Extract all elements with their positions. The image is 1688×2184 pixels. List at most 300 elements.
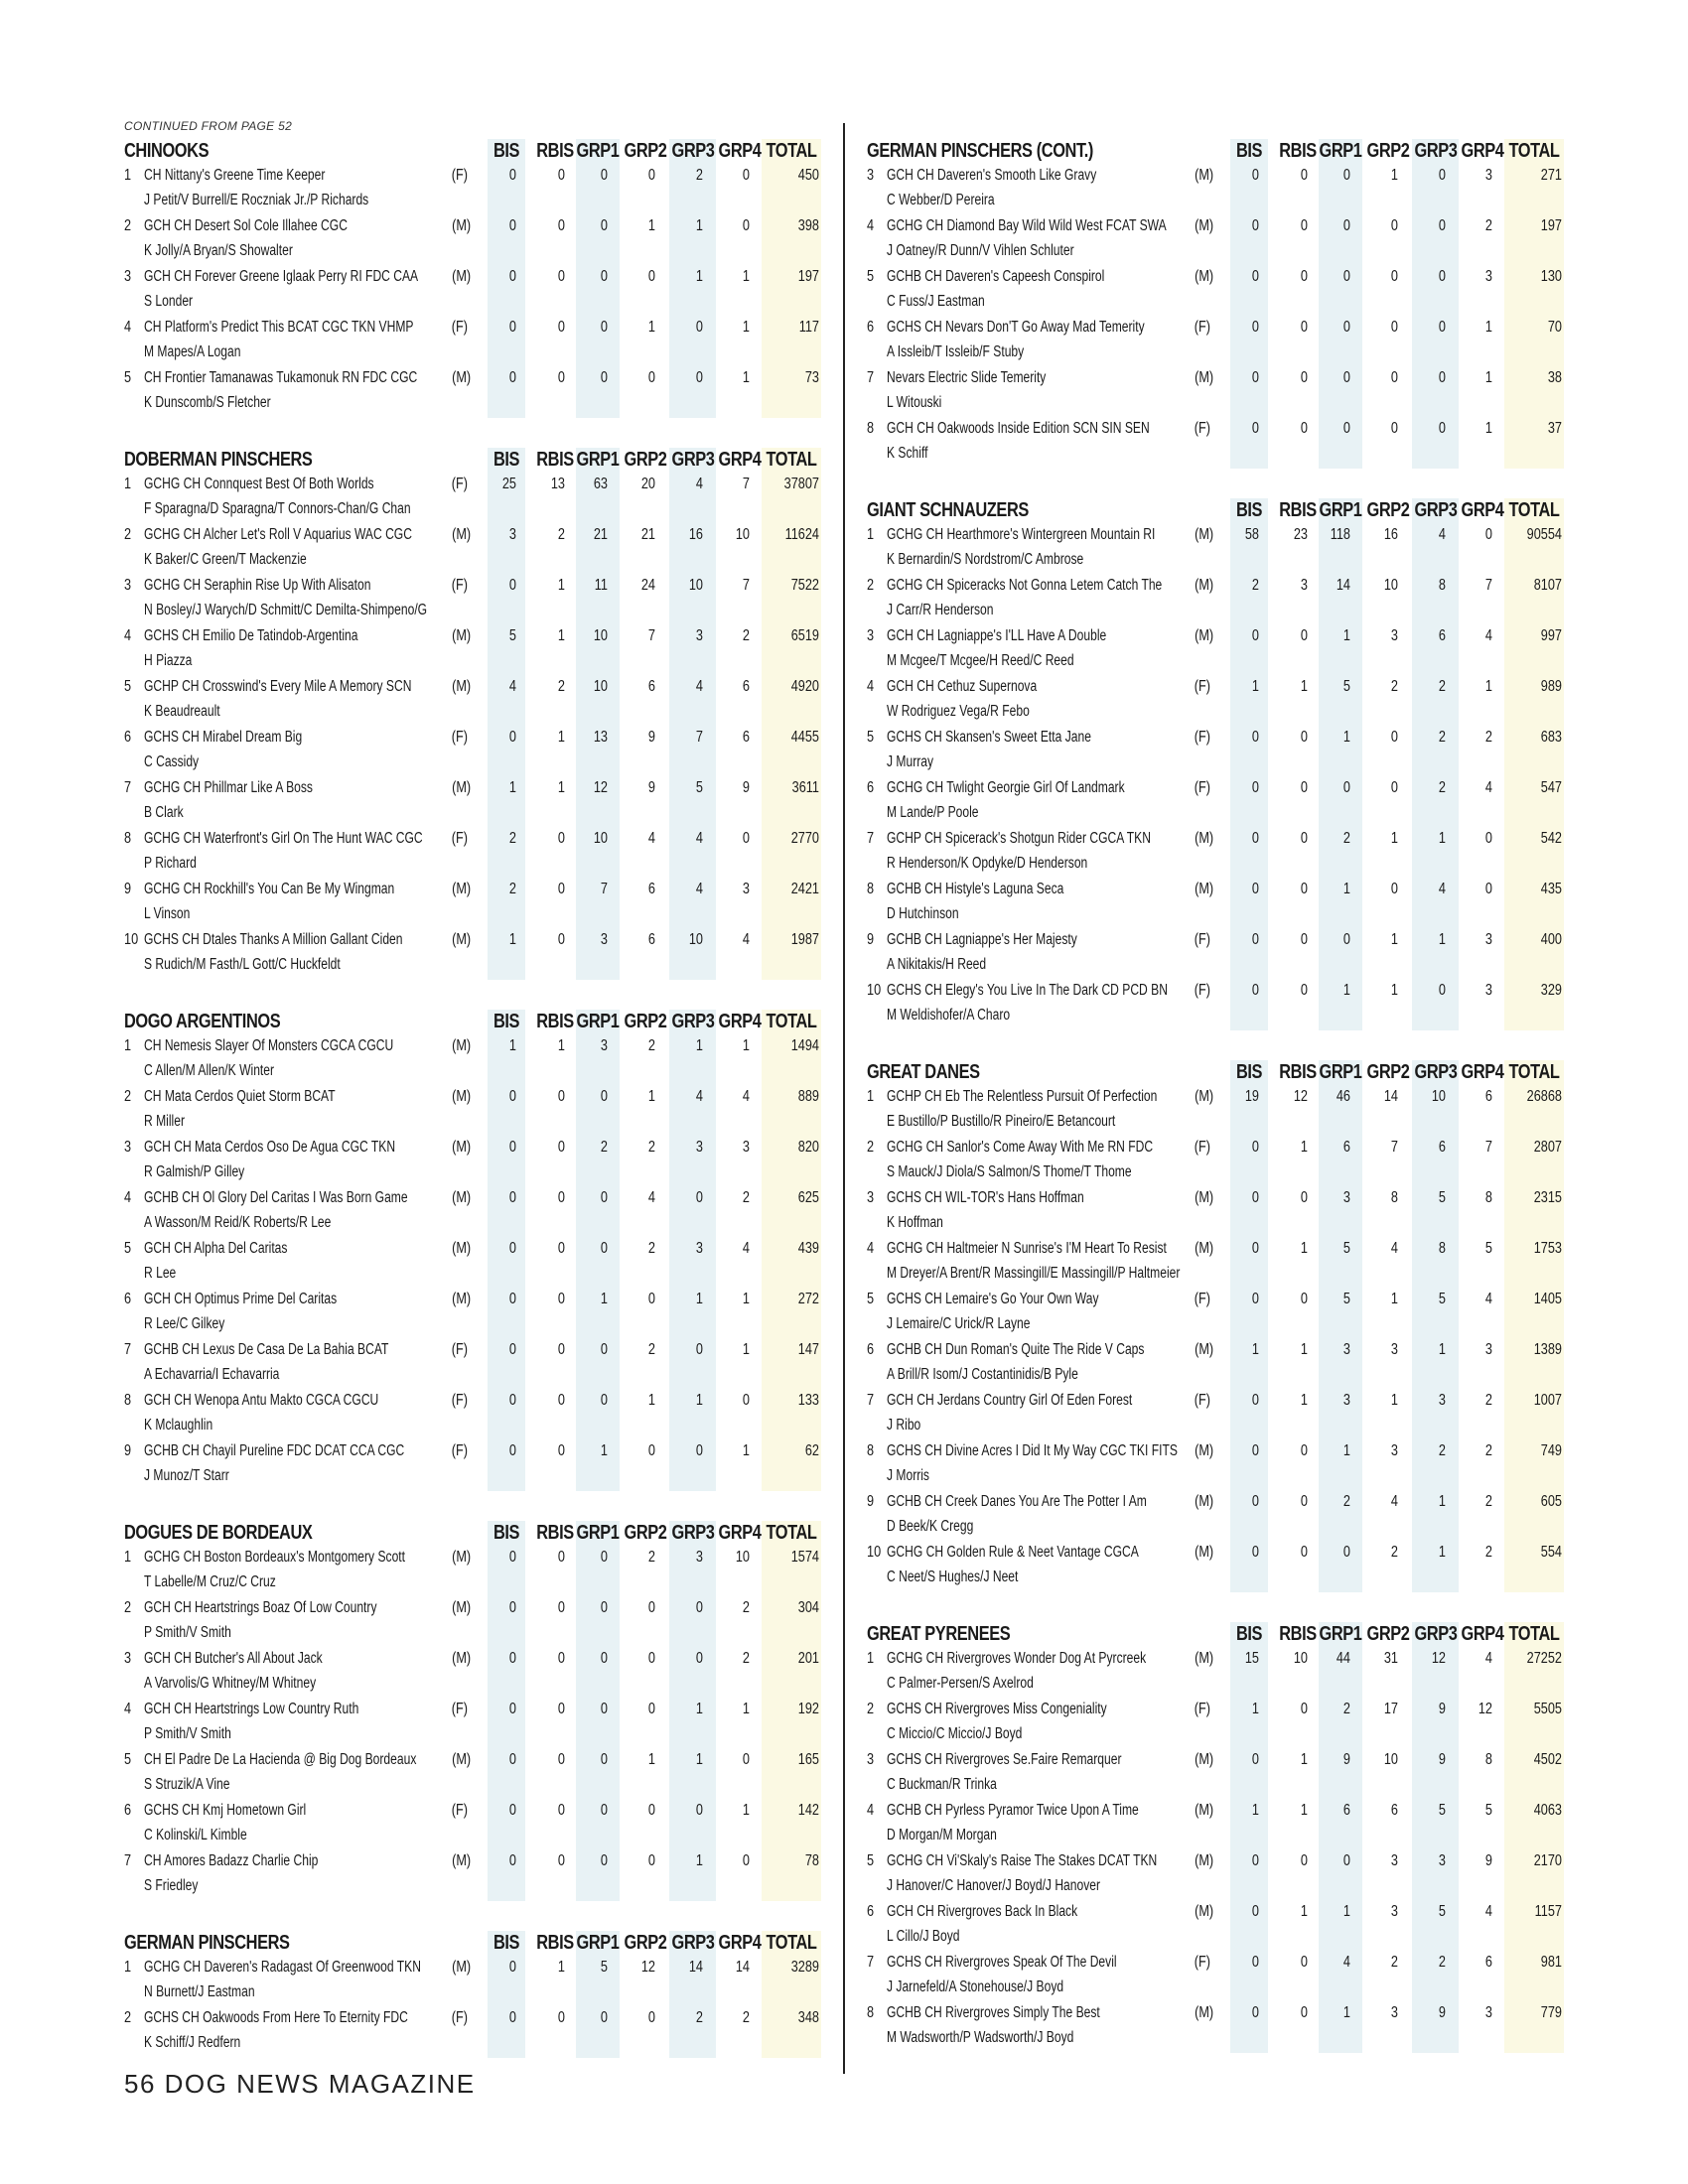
stat-grp2: 3 <box>1390 1442 1398 1459</box>
ranking-entry <box>124 777 819 828</box>
stat-grp3: 4 <box>1438 881 1446 897</box>
stat-grp4: 2 <box>1484 1442 1492 1459</box>
stat-rbis: 0 <box>1300 319 1308 336</box>
stat-grp2: 2 <box>647 1341 655 1358</box>
stat-total: 11624 <box>784 526 819 543</box>
stat-header-total: TOTAL <box>766 140 817 162</box>
dog-name: GCHB CH Daveren's Capeesh Conspirol <box>887 268 1105 285</box>
owner-names: N Burnett/J Eastman <box>144 1983 255 2000</box>
rank-number: 10 <box>867 1544 882 1561</box>
stat-total: 147 <box>797 1341 819 1358</box>
stat-bis: 0 <box>1251 881 1259 897</box>
ranking-entry <box>124 165 819 215</box>
stat-total: 981 <box>1540 1954 1562 1971</box>
breed-section <box>124 1925 819 2058</box>
sex-indicator: (M) <box>1195 627 1214 644</box>
stat-grp2: 2 <box>647 1037 655 1054</box>
stat-bis: 0 <box>508 1701 516 1717</box>
dog-name: GCH CH Rivergroves Back In Black <box>887 1903 1078 1920</box>
rank-number: 4 <box>867 678 875 695</box>
stat-rbis: 1 <box>557 729 565 746</box>
owner-names: K Jolly/A Bryan/S Showalter <box>144 242 293 259</box>
stat-grp2: 3 <box>1390 1903 1398 1920</box>
owner-names: C Buckman/R Trinka <box>887 1776 997 1793</box>
stat-grp2: 16 <box>1383 526 1398 543</box>
stat-bis: 0 <box>508 1240 516 1257</box>
stat-bis: 0 <box>1251 1852 1259 1869</box>
stat-grp1: 0 <box>1342 1852 1350 1869</box>
stat-grp3: 5 <box>1438 1802 1446 1819</box>
rank-number: 1 <box>867 1088 875 1105</box>
stat-rbis: 0 <box>557 1701 565 1717</box>
stat-grp2: 0 <box>647 167 655 184</box>
stat-bis: 0 <box>508 1751 516 1768</box>
owner-names: J Oatney/R Dunn/V Vihlen Schluter <box>887 242 1074 259</box>
sex-indicator: (F) <box>451 1442 469 1459</box>
stat-header-total: TOTAL <box>766 1522 817 1544</box>
rank-number: 6 <box>124 729 132 746</box>
stat-rbis: 0 <box>1300 217 1308 234</box>
stat-rbis: 0 <box>557 217 565 234</box>
stat-bis: 0 <box>1251 369 1259 386</box>
rank-number: 7 <box>867 1392 875 1409</box>
dog-name: GCHS CH Divine Acres I Did It My Way CGC TKI FITS <box>887 1442 1178 1459</box>
ranking-entry <box>867 929 1562 980</box>
stat-rbis: 0 <box>1300 729 1308 746</box>
stat-grp3: 4 <box>695 476 703 492</box>
owner-names: S Rudich/M Fasth/L Gott/C Huckfeldt <box>144 956 341 973</box>
ranking-entry <box>124 1238 819 1289</box>
stat-header-total: TOTAL <box>766 1011 817 1032</box>
stat-total: 439 <box>797 1240 819 1257</box>
stat-grp1: 3 <box>1342 1189 1350 1206</box>
stat-bis: 0 <box>508 1341 516 1358</box>
rank-number: 6 <box>124 1802 132 1819</box>
rank-number: 5 <box>867 1852 875 1869</box>
stat-grp2: 6 <box>1390 1802 1398 1819</box>
sex-indicator: (M) <box>452 1291 472 1307</box>
stat-bis: 1 <box>1251 1701 1259 1717</box>
stat-header-rbis: RBIS <box>536 1522 574 1544</box>
stat-grp1: 0 <box>600 1802 608 1819</box>
stat-rbis: 0 <box>557 931 565 948</box>
stat-rbis: 0 <box>557 369 565 386</box>
rank-number: 2 <box>867 577 875 594</box>
stat-rbis: 0 <box>557 1088 565 1105</box>
sex-indicator: (M) <box>1195 369 1214 386</box>
stat-header-grp4: GRP4 <box>1461 140 1504 162</box>
ranking-entry <box>124 1035 819 1086</box>
stat-total: 4920 <box>790 678 819 695</box>
stat-grp2: 0 <box>647 1650 655 1667</box>
sex-indicator: (M) <box>1195 1544 1214 1561</box>
stat-grp4: 0 <box>742 1751 750 1768</box>
stat-rbis: 3 <box>1300 577 1308 594</box>
stat-rbis: 10 <box>1293 1650 1308 1667</box>
stat-bis: 25 <box>501 476 516 492</box>
owner-names: A Echavarria/I Echavarria <box>144 1366 280 1383</box>
dog-name: GCHS CH Elegy's You Live In The Dark CD PCD BN <box>887 982 1168 999</box>
stat-bis: 0 <box>508 217 516 234</box>
section-header <box>867 1054 1562 1086</box>
sex-indicator: (F) <box>1194 1139 1211 1156</box>
stat-grp4: 2 <box>1484 729 1492 746</box>
stat-rbis: 0 <box>1300 1852 1308 1869</box>
sex-indicator: (M) <box>1195 1903 1214 1920</box>
stat-grp3: 0 <box>1438 167 1446 184</box>
rank-number: 3 <box>124 1650 132 1667</box>
stat-grp3: 0 <box>1438 369 1446 386</box>
stat-header-grp3: GRP3 <box>1414 499 1458 521</box>
stat-grp2: 4 <box>647 830 655 847</box>
stat-rbis: 0 <box>557 167 565 184</box>
owner-names: S Mauck/J Diola/S Salmon/S Thome/T Thome <box>887 1163 1132 1180</box>
stat-grp4: 3 <box>1484 931 1492 948</box>
breed-section <box>867 1616 1562 2053</box>
stat-bis: 0 <box>1251 1544 1259 1561</box>
owner-names: F Sparagna/D Sparagna/T Connors-Chan/G Chan <box>144 500 411 517</box>
owner-names: J Carr/R Henderson <box>887 602 994 618</box>
stat-header-rbis: RBIS <box>536 449 574 471</box>
owner-names: K Mclaughlin <box>144 1417 213 1433</box>
dog-name: GCH CH Desert Sol Cole Illahee CGC <box>144 217 348 234</box>
breed-title: GREAT DANES <box>867 1061 980 1083</box>
stat-total: 2170 <box>1533 1852 1562 1869</box>
stat-grp3: 1 <box>1438 1544 1446 1561</box>
rank-number: 1 <box>124 167 132 184</box>
section-header <box>124 1004 819 1035</box>
stat-grp1: 14 <box>1336 577 1350 594</box>
dog-name: GCHS CH Rivergroves Miss Congeniality <box>887 1701 1107 1717</box>
owner-names: R Galmish/P Gilley <box>144 1163 245 1180</box>
rank-number: 6 <box>867 1341 875 1358</box>
sex-indicator: (M) <box>452 1599 472 1616</box>
stat-grp2: 0 <box>647 1802 655 1819</box>
stat-header-grp2: GRP2 <box>624 1522 667 1544</box>
stat-total: 78 <box>804 1852 819 1869</box>
stat-grp4: 7 <box>1484 577 1492 594</box>
ranking-entry <box>124 1800 819 1850</box>
stat-bis: 0 <box>1251 217 1259 234</box>
sex-indicator: (M) <box>1195 1088 1214 1105</box>
stat-total: 130 <box>1540 268 1562 285</box>
stat-header-grp3: GRP3 <box>671 1932 715 1954</box>
stat-total: 271 <box>1540 167 1562 184</box>
stat-rbis: 0 <box>557 1852 565 1869</box>
stat-grp4: 7 <box>1484 1139 1492 1156</box>
rank-number: 5 <box>124 678 132 695</box>
stat-grp3: 5 <box>695 779 703 796</box>
stat-bis: 2 <box>508 830 516 847</box>
stat-total: 2807 <box>1533 1139 1562 1156</box>
stat-total: 4455 <box>790 729 819 746</box>
dog-name: GCHS CH Rivergroves Speak Of The Devil <box>887 1954 1117 1971</box>
stat-bis: 0 <box>508 729 516 746</box>
dog-name: GCHG CH Alcher Let's Roll V Aquarius WAC CGC <box>144 526 412 543</box>
stat-header-grp1: GRP1 <box>1319 1623 1362 1645</box>
rank-number: 4 <box>124 1701 132 1717</box>
stat-rbis: 1 <box>1300 1139 1308 1156</box>
dog-name: GCHB CH Lexus De Casa De La Bahia BCAT <box>144 1341 389 1358</box>
owner-names: M Mcgee/T Mcgee/H Reed/C Reed <box>887 652 1074 669</box>
stat-grp4: 10 <box>735 1549 750 1566</box>
sex-indicator: (M) <box>1195 1751 1214 1768</box>
stat-grp3: 4 <box>695 1088 703 1105</box>
stat-rbis: 0 <box>557 1392 565 1409</box>
rank-number: 4 <box>867 1802 875 1819</box>
stat-rbis: 0 <box>1300 1701 1308 1717</box>
stat-grp1: 0 <box>600 1852 608 1869</box>
stat-grp1: 0 <box>600 268 608 285</box>
stat-header-grp2: GRP2 <box>624 140 667 162</box>
stat-rbis: 1 <box>1300 678 1308 695</box>
stat-grp2: 1 <box>647 319 655 336</box>
stat-grp3: 0 <box>695 1802 703 1819</box>
rank-number: 1 <box>124 1037 132 1054</box>
dog-name: GCH CH Alpha Del Caritas <box>144 1240 288 1257</box>
dog-name: CH Platform's Predict This BCAT CGC TKN VHMP <box>144 319 414 336</box>
ranking-entry <box>124 1137 819 1187</box>
ranking-entry <box>124 929 819 980</box>
sex-indicator: (M) <box>452 1189 472 1206</box>
stat-total: 6519 <box>790 627 819 644</box>
owner-names: C Allen/M Allen/K Winter <box>144 1062 275 1079</box>
stat-bis: 0 <box>508 268 516 285</box>
dog-name: GCH CH Daveren's Smooth Like Gravy <box>887 167 1097 184</box>
stat-grp1: 0 <box>600 1088 608 1105</box>
stat-grp1: 0 <box>600 1751 608 1768</box>
ranking-entry <box>867 1238 1562 1289</box>
sex-indicator: (M) <box>1195 1240 1214 1257</box>
owner-names: L Witouski <box>887 394 942 411</box>
stat-grp3: 1 <box>695 1291 703 1307</box>
stat-rbis: 1 <box>1300 1341 1308 1358</box>
stat-grp4: 1 <box>1484 678 1492 695</box>
stat-bis: 0 <box>1251 729 1259 746</box>
stat-grp3: 0 <box>695 319 703 336</box>
stat-grp3: 2 <box>695 167 703 184</box>
stat-grp3: 0 <box>1438 420 1446 437</box>
owner-names: D Hutchinson <box>887 905 959 922</box>
stat-grp4: 1 <box>742 1291 750 1307</box>
stat-bis: 0 <box>508 369 516 386</box>
stat-grp2: 1 <box>1390 982 1398 999</box>
stat-grp1: 2 <box>1342 830 1350 847</box>
ranking-entry <box>124 828 819 879</box>
ranking-entry <box>867 266 1562 317</box>
dog-name: GCHG CH Haltmeier N Sunrise's I'M Heart To Resist <box>887 1240 1167 1257</box>
stat-total: 62 <box>804 1442 819 1459</box>
sex-indicator: (M) <box>1195 1852 1214 1869</box>
stat-header-rbis: RBIS <box>1279 499 1317 521</box>
stat-grp1: 1 <box>1342 2004 1350 2021</box>
stat-grp1: 6 <box>1342 1802 1350 1819</box>
stat-grp3: 0 <box>695 1341 703 1358</box>
breed-section <box>867 133 1562 469</box>
sex-indicator: (M) <box>452 627 472 644</box>
stat-bis: 0 <box>1251 167 1259 184</box>
stat-grp1: 0 <box>600 167 608 184</box>
sex-indicator: (F) <box>1194 1701 1211 1717</box>
stat-rbis: 1 <box>557 779 565 796</box>
owner-names: M Weldishofer/A Charo <box>887 1007 1011 1024</box>
ranking-entry <box>867 777 1562 828</box>
stat-bis: 1 <box>1251 1341 1259 1358</box>
ranking-entry <box>124 1850 819 1901</box>
stat-rbis: 2 <box>557 526 565 543</box>
stat-grp2: 2 <box>647 1549 655 1566</box>
stat-grp2: 0 <box>1390 881 1398 897</box>
stat-grp4: 2 <box>1484 217 1492 234</box>
rank-number: 7 <box>124 779 132 796</box>
owner-names: D Beek/K Cregg <box>887 1518 974 1535</box>
rank-number: 10 <box>124 931 139 948</box>
stat-grp2: 6 <box>647 678 655 695</box>
stat-bis: 0 <box>1251 268 1259 285</box>
stat-rbis: 0 <box>1300 1442 1308 1459</box>
stat-grp1: 1 <box>1342 881 1350 897</box>
ranking-entry <box>124 1390 819 1440</box>
stat-total: 889 <box>797 1088 819 1105</box>
stat-grp2: 3 <box>1390 1852 1398 1869</box>
ranking-entry <box>124 575 819 625</box>
rank-number: 6 <box>867 319 875 336</box>
column-divider <box>843 123 845 2074</box>
stat-grp3: 4 <box>1438 526 1446 543</box>
stat-grp4: 6 <box>742 678 750 695</box>
sex-indicator: (M) <box>452 779 472 796</box>
sex-indicator: (M) <box>1195 1341 1214 1358</box>
dog-name: Nevars Electric Slide Temerity <box>887 369 1047 386</box>
dog-name: GCH CH Lagniappe's I'LL Have A Double <box>887 627 1107 644</box>
stat-rbis: 0 <box>557 830 565 847</box>
stat-total: 201 <box>797 1650 819 1667</box>
stat-grp2: 1 <box>1390 1392 1398 1409</box>
stat-grp2: 1 <box>1390 167 1398 184</box>
sex-indicator: (F) <box>451 729 469 746</box>
stat-grp4: 0 <box>742 1852 750 1869</box>
stat-rbis: 0 <box>1300 1493 1308 1510</box>
sex-indicator: (F) <box>1194 420 1211 437</box>
stat-grp2: 1 <box>1390 1291 1398 1307</box>
dog-name: CH El Padre De La Hacienda @ Big Dog Bordeaux <box>144 1751 417 1768</box>
sex-indicator: (M) <box>452 217 472 234</box>
ranking-entry <box>867 2002 1562 2053</box>
sex-indicator: (M) <box>452 931 472 948</box>
dog-name: GCHG CH Rockhill's You Can Be My Wingman <box>144 881 395 897</box>
stat-grp2: 0 <box>647 1599 655 1616</box>
stat-grp1: 0 <box>1342 931 1350 948</box>
ranking-entry <box>124 317 819 367</box>
stat-grp1: 1 <box>1342 627 1350 644</box>
stat-rbis: 0 <box>1300 2004 1308 2021</box>
stat-total: 400 <box>1540 931 1562 948</box>
owner-names: R Lee <box>144 1265 177 1282</box>
stat-grp2: 4 <box>647 1189 655 1206</box>
stat-grp2: 3 <box>1390 2004 1398 2021</box>
stat-grp3: 1 <box>1438 830 1446 847</box>
stat-grp4: 2 <box>742 1599 750 1616</box>
owner-names: S Londer <box>144 293 194 310</box>
owner-names: J Lemaire/C Urick/R Layne <box>887 1315 1031 1332</box>
ranking-entry <box>867 1390 1562 1440</box>
sex-indicator: (M) <box>1195 526 1214 543</box>
stat-grp3: 9 <box>1438 1751 1446 1768</box>
stat-rbis: 0 <box>1300 931 1308 948</box>
breed-section <box>867 492 1562 1030</box>
breed-section <box>124 442 819 980</box>
stat-grp1: 2 <box>1342 1701 1350 1717</box>
section-header <box>867 133 1562 165</box>
ranking-entry <box>124 524 819 575</box>
stat-grp2: 2 <box>1390 1954 1398 1971</box>
rank-number: 1 <box>124 1959 132 1976</box>
stat-grp3: 2 <box>1438 779 1446 796</box>
stat-grp2: 2 <box>1390 1544 1398 1561</box>
section-header <box>867 1616 1562 1648</box>
dog-name: GCHS CH Nevars Don'T Go Away Mad Temerity <box>887 319 1145 336</box>
stat-grp4: 4 <box>1484 1291 1492 1307</box>
stat-total: 605 <box>1540 1493 1562 1510</box>
stat-grp2: 7 <box>647 627 655 644</box>
stat-grp1: 1 <box>1342 1442 1350 1459</box>
dog-name: GCH CH Cethuz Supernova <box>887 678 1038 695</box>
breed-title: DOBERMAN PINSCHERS <box>124 449 313 471</box>
ranking-entry <box>867 1800 1562 1850</box>
stat-rbis: 1 <box>1300 1802 1308 1819</box>
stat-header-grp1: GRP1 <box>576 140 620 162</box>
dog-name: GCHP CH Eb The Relentless Pursuit Of Perfection <box>887 1088 1158 1105</box>
stat-grp1: 0 <box>600 1341 608 1358</box>
sex-indicator: (F) <box>451 577 469 594</box>
stat-grp4: 14 <box>735 1959 750 1976</box>
stat-bis: 0 <box>508 1088 516 1105</box>
owner-names: K Schiff <box>887 445 928 462</box>
stat-grp3: 5 <box>1438 1189 1446 1206</box>
stat-header-bis: BIS <box>1235 499 1263 521</box>
rank-number: 5 <box>124 369 132 386</box>
stat-grp2: 0 <box>647 1291 655 1307</box>
sex-indicator: (M) <box>1195 881 1214 897</box>
stat-header-grp1: GRP1 <box>1319 499 1362 521</box>
stat-grp2: 8 <box>1390 1189 1398 1206</box>
stat-total: 117 <box>798 319 819 336</box>
breed-section <box>867 1054 1562 1592</box>
ranking-entry <box>124 1289 819 1339</box>
ranking-entry <box>124 474 819 524</box>
ranking-entry <box>867 727 1562 777</box>
owner-names: C Webber/D Pereira <box>887 192 995 208</box>
dog-name: GCHP CH Spicerack's Shotgun Rider CGCA TKN <box>887 830 1151 847</box>
stat-total: 197 <box>1540 217 1562 234</box>
stat-grp1: 0 <box>600 1549 608 1566</box>
stat-grp4: 0 <box>742 217 750 234</box>
dog-name: GCH CH Jerdans Country Girl Of Eden Forest <box>887 1392 1133 1409</box>
dog-name: GCH CH Heartstrings Boaz Of Low Country <box>144 1599 377 1616</box>
owner-names: A Nikitakis/H Reed <box>887 956 987 973</box>
stat-rbis: 13 <box>550 476 565 492</box>
stat-grp4: 4 <box>742 1240 750 1257</box>
stat-grp1: 5 <box>600 1959 608 1976</box>
stat-grp4: 0 <box>1484 881 1492 897</box>
stat-total: 1007 <box>1533 1392 1562 1409</box>
stat-header-grp3: GRP3 <box>671 1011 715 1032</box>
rank-number: 3 <box>124 577 132 594</box>
rank-number: 7 <box>867 1954 875 1971</box>
ranking-entry <box>124 266 819 317</box>
stat-header-bis: BIS <box>492 1932 520 1954</box>
stat-grp3: 14 <box>688 1959 703 1976</box>
